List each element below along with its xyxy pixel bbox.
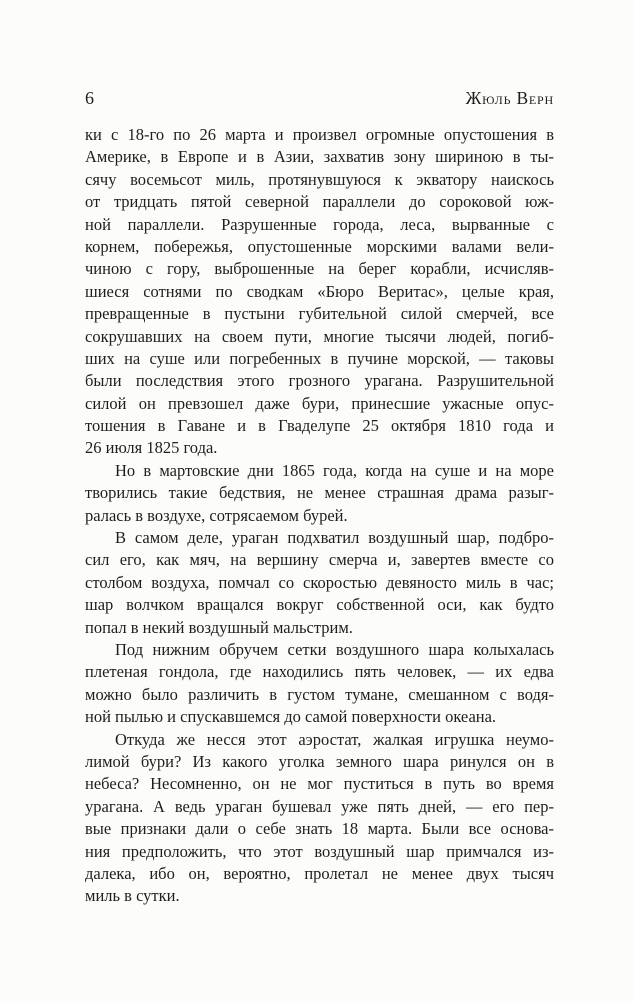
text-line: ки с 18-го по 26 марта и произвел огромные опустошения в (85, 125, 554, 144)
paragraph (85, 527, 554, 639)
running-header (85, 87, 554, 109)
text-line: сил его, как мяч, на вершину смерча и, завертев вместе со (85, 550, 554, 570)
text-line: можно было различить в густом тумане, смешанном с водя- (85, 684, 554, 704)
text-line: Под нижним обручем сетки воздушного шара колыхалась (115, 639, 554, 659)
paragraph (85, 729, 554, 908)
text-line: миль в сутки. (85, 886, 180, 906)
text-line: Но в мартовские дни 1865 года, когда на суше и на море (115, 460, 554, 480)
text-line: шар волчком вращался вокруг собственной оси, как будто (85, 595, 554, 615)
running-head-author: Жюль Верн (465, 88, 554, 108)
text-line: ралась в воздухе, сотрясаемом бурей. (85, 505, 348, 525)
text-line: лимой бури? Из какого уголка земного шара ринулся он в (85, 751, 554, 771)
text-line: небеса? Несомненно, он не мог пуститься в путь во время (85, 774, 554, 794)
text-line: ной параллели. Разрушенные города, леса, вырванные с (85, 214, 554, 234)
paragraph (85, 460, 554, 527)
text-line: ния предположить, что этот воздушный шар примчался из- (85, 841, 554, 861)
text-line: ной пылью и спускавшемся до самой поверхности океана. (85, 707, 497, 727)
text-line: превращенные в пустыни губительной силой смерчей, все (85, 304, 554, 324)
text-line: были последствия этого грозного урагана. Разрушительной (85, 371, 554, 391)
text-line: вые признаки дали о себе знать 18 марта. Были все основа- (85, 819, 554, 839)
text-line: столбом воздуха, помчал со скоростью девяносто миль в час; (85, 572, 554, 592)
text-line: Откуда же несся этот аэростат, жалкая игрушка неумо- (115, 729, 554, 749)
text-line: корнем, побережья, опустошенные морскими валами вели- (85, 236, 554, 256)
text-line: урагана. А ведь ураган бушевал уже пять дней, — его пер- (85, 796, 554, 816)
paragraph (85, 124, 554, 460)
text-line: шиеся сотнями по сводкам «Бюро Веритас», целые края, (85, 281, 554, 301)
text-line: сячу восемьсот миль, протянувшуюся к экватору наискось (85, 169, 554, 189)
text-line: попал в некий воздушный мальстрим. (85, 617, 353, 637)
text-line: от тридцать пятой северной параллели до сороковой юж- (85, 192, 554, 212)
text-line: Америке, в Европе и в Азии, захватив зону шириною в ты- (85, 147, 554, 167)
text-line: сокрушавших на своем пути, многие тысячи людей, погиб- (85, 326, 554, 346)
text-line: тошения в Гаване и в Гваделупе 25 октября 1810 года и (85, 416, 554, 436)
text-line: плетеная гондола, где находились пять человек, — их едва (85, 662, 554, 682)
page-number: 6 (85, 88, 94, 108)
text-line: силой он превзошел даже бури, принесшие ужасные опус- (85, 393, 554, 413)
text-line: творились такие бедствия, не менее страшная драма разыг- (85, 483, 554, 503)
text-line: ших на суше или погребенных в пучине морской, — таковы (85, 348, 554, 368)
text-line: чиною с гору, выброшенные на берег корабли, исчисляв- (85, 259, 554, 279)
paragraph (85, 639, 554, 729)
text-line: В самом деле, ураган подхватил воздушный шар, подбро- (115, 528, 554, 548)
page-body (85, 124, 554, 908)
text-line: 26 июля 1825 года. (85, 438, 218, 458)
text-line: далека, ибо он, вероятно, пролетал не менее двух тысяч (85, 863, 554, 883)
